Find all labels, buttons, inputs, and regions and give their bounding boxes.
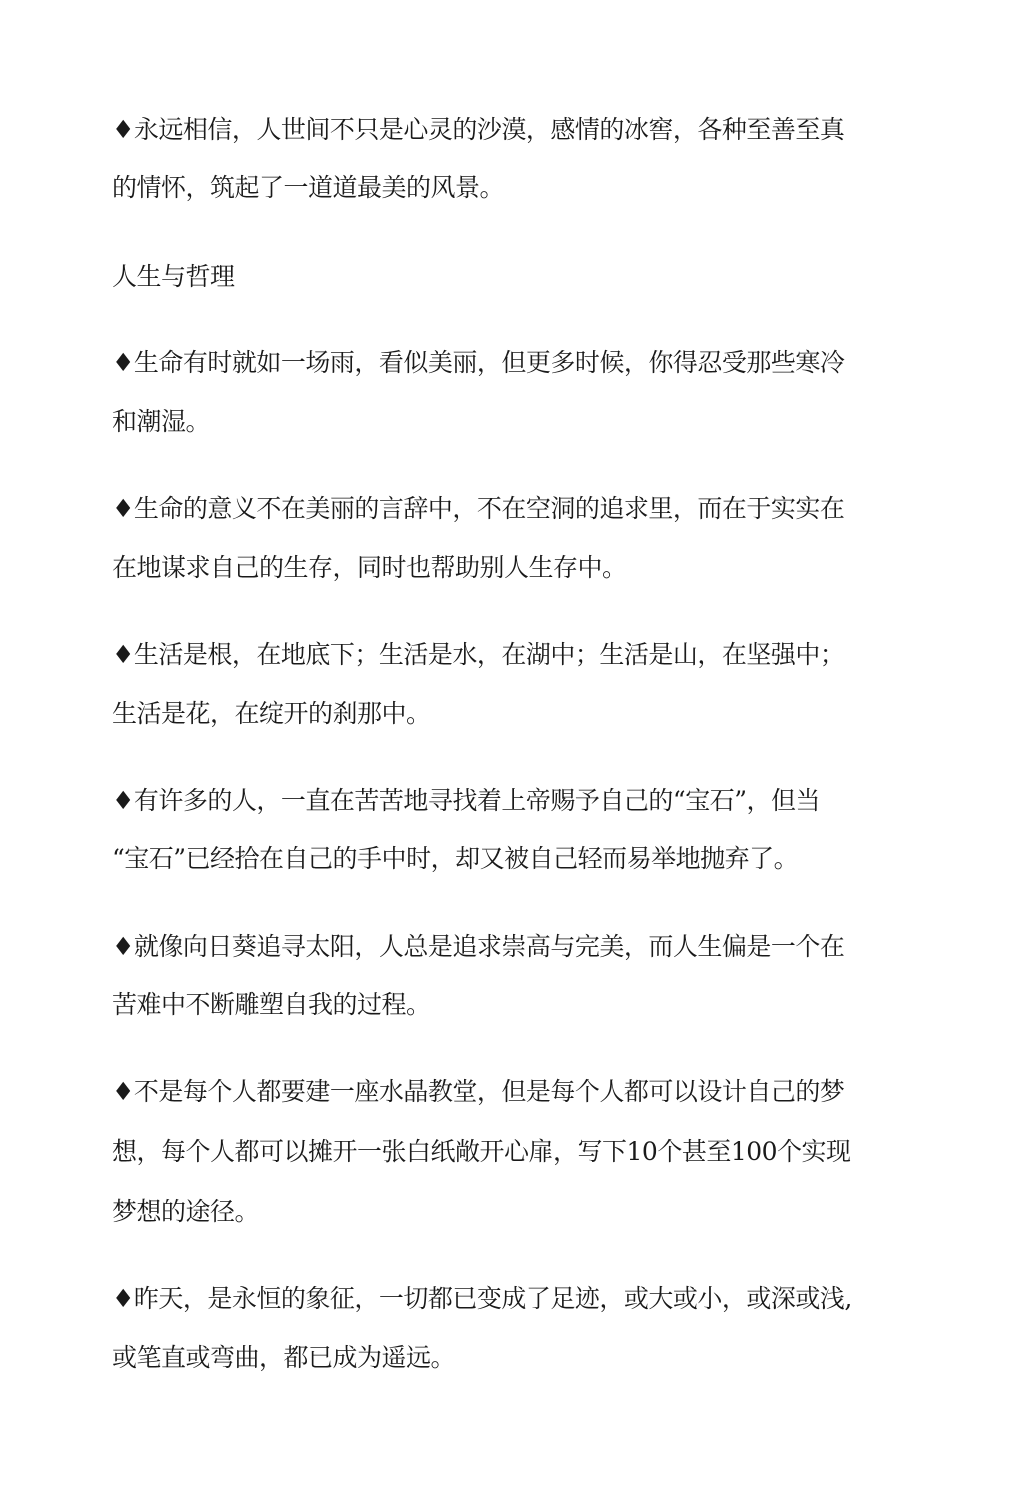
paragraph-line: 苦难中不断雕塑自我的过程。 xyxy=(112,990,431,1019)
paragraph-line: ♦就像向日葵追寻太阳，人总是追求崇高与完美，而人生偏是一个在 xyxy=(112,932,845,961)
paragraph-line: 和潮湿。 xyxy=(112,407,211,436)
paragraph-line: ♦生命有时就如一场雨，看似美丽，但更多时候，你得忍受那些寒冷 xyxy=(112,348,845,377)
paragraph-line: ♦生命的意义不在美丽的言辞中，不在空洞的追求里，而在于实实在 xyxy=(112,494,845,523)
paragraph-line: “宝石”已经拾在自己的手中时，却又被自己轻而易举地抛弃了。 xyxy=(112,844,799,873)
paragraph-line: 梦想的途径。 xyxy=(112,1197,260,1226)
paragraph-line: 想，每个人都可以摊开一张白纸敞开心扉，写下10个甚至100个实现 xyxy=(112,1137,851,1166)
paragraph-line: ♦永远相信，人世间不只是心灵的沙漠，感情的冰窖，各种至善至真 xyxy=(112,115,845,144)
paragraph-line: ♦不是每个人都要建一座水晶教堂，但是每个人都可以设计自己的梦 xyxy=(112,1077,845,1106)
paragraph-line: 生活是花，在绽开的刹那中。 xyxy=(112,699,431,728)
paragraph-line: 或笔直或弯曲，都已成为遥远。 xyxy=(112,1343,456,1372)
paragraph-line: 的情怀，筑起了一道道最美的风景。 xyxy=(112,173,505,202)
paragraph-line: 在地谋求自己的生存，同时也帮助别人生存中。 xyxy=(112,553,627,582)
paragraph-line: ♦有许多的人，一直在苦苦地寻找着上帝赐予自己的“宝石”，但当 xyxy=(112,786,820,815)
section-heading: 人生与哲理 xyxy=(112,262,235,291)
paragraph-line: ♦昨天，是永恒的象征，一切都已变成了足迹，或大或小，或深或浅, xyxy=(112,1284,852,1313)
paragraph-line: ♦生活是根，在地底下；生活是水，在湖中；生活是山，在坚强中； xyxy=(112,640,845,669)
